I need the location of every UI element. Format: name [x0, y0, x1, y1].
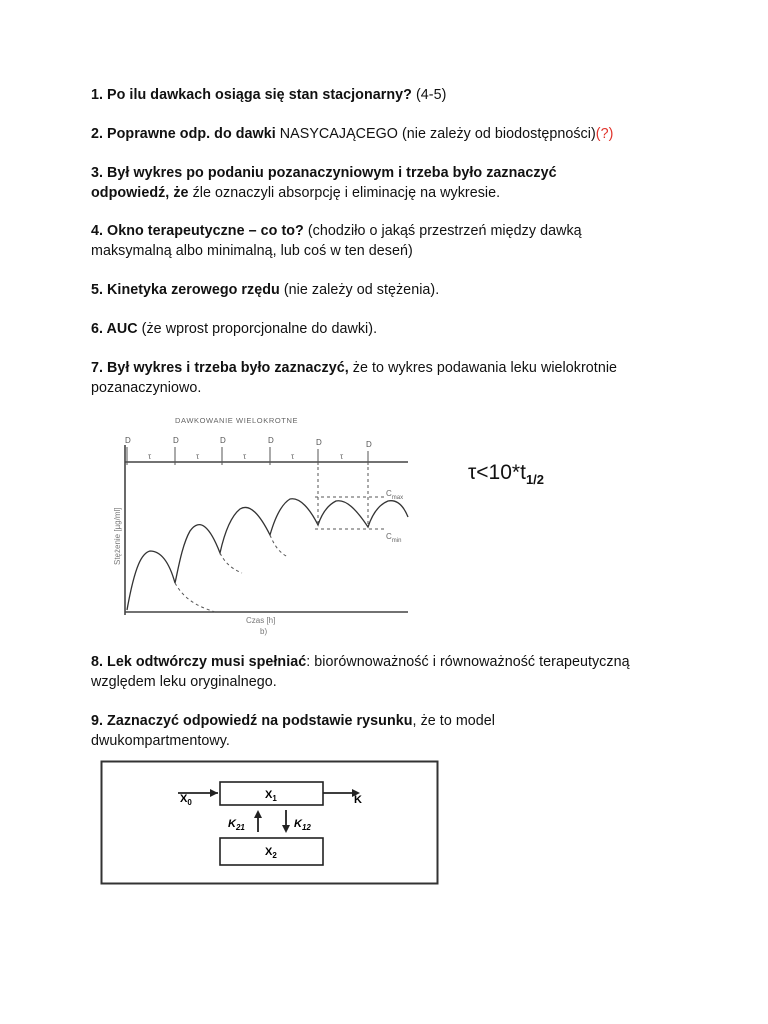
tau-label: τ — [291, 452, 295, 461]
question-6 — [91, 320, 691, 340]
formula-subscript: 1/2 — [525, 472, 545, 488]
cmin-label: $C_{min}$ — [386, 532, 402, 544]
question-3 — [91, 164, 631, 203]
question-4-bold: 4. Okno terapeutyczne – co to? — [91, 223, 304, 239]
question-7-bold: 7. Był wykres i trzeba było zaznaczyć, — [91, 360, 349, 376]
question-9-text: , że to model dwukompartmentowy. — [91, 713, 496, 749]
x-axis-label: Czas [h] — [246, 616, 276, 625]
question-7 — [91, 359, 671, 398]
tau-label: τ — [148, 452, 152, 461]
tau-formula — [468, 461, 544, 487]
tau-label: τ — [243, 452, 247, 461]
formula-main: τ<10*t — [468, 461, 526, 484]
x0-label: $X_0$ — [180, 793, 192, 807]
question-2-uncertain-mark: (?) — [595, 126, 614, 142]
dose-label: D — [268, 436, 274, 445]
question-5-text: (nie zależy od stężenia). — [279, 282, 440, 298]
k21-label: $K_{21}$ — [228, 818, 245, 832]
question-9 — [91, 712, 591, 751]
question-2 — [91, 125, 691, 145]
question-5-bold: 5. Kinetyka zerowego rzędu — [91, 282, 280, 298]
y-axis-label: Stężenie [µg/ml] — [113, 507, 122, 565]
question-7-text: że to wykres podawania leku wielokrotnie pozanaczyniowo. — [91, 360, 618, 396]
dose-label: D — [220, 436, 226, 445]
concentration-curve — [127, 499, 408, 610]
k12-label: $K_{12}$ — [294, 818, 311, 832]
x1-label: $X_1$ — [265, 789, 277, 803]
question-8-bold: 8. Lek odtwórczy musi spełniać — [91, 654, 307, 670]
tau-label: τ — [340, 452, 344, 461]
dose-markers — [125, 436, 372, 449]
question-1-bold: 1. Po ilu dawkach osiąga się stan stacjonarny? — [91, 87, 412, 103]
question-8 — [91, 653, 681, 692]
multiple-dosing-graph — [110, 405, 430, 645]
two-compartment-model — [100, 760, 442, 888]
graph-title: DAWKOWANIE WIELOKROTNE — [175, 416, 299, 425]
question-2-text: NASYCAJĄCEGO (nie zależy od biodostępności) — [275, 126, 596, 142]
cmax-label: $C_{max}$ — [386, 489, 404, 501]
question-1 — [91, 86, 691, 106]
panel-label: b) — [260, 627, 268, 636]
dose-label: D — [366, 440, 372, 449]
tau-label: τ — [196, 452, 200, 461]
question-3-text: źle oznaczyli absorpcję i eliminację na wykresie. — [188, 184, 501, 201]
question-6-bold: 6. AUC — [91, 321, 138, 337]
question-9-bold: 9. Zaznaczyć odpowiedź na podstawie rysunku — [91, 713, 413, 729]
question-4-text: (chodziło o jakąś przestrzeń między dawką maksymalną albo minimalną, lub coś w ten deseń) — [91, 223, 582, 259]
question-1-text: (4-5) — [411, 87, 447, 103]
question-6-text: (że wprost proporcjonalne do dawki). — [137, 321, 378, 337]
question-2-bold: 2. Poprawne odp. do dawki — [91, 126, 276, 142]
question-8-text: : biorównoważność i równoważność terapeutyczną względem leku oryginalnego. — [91, 654, 630, 690]
dose-label: D — [125, 436, 131, 445]
dose-label: D — [316, 438, 322, 447]
x2-label: $X_2$ — [265, 846, 277, 860]
dose-label: D — [173, 436, 179, 445]
question-3-bold: 3. Był wykres po podaniu pozanaczyniowym i trzeba było zaznaczyć odpowiedź, że — [91, 165, 557, 201]
tau-labels — [148, 452, 344, 461]
question-5 — [91, 281, 691, 301]
question-4 — [91, 222, 636, 261]
k-label: K — [354, 794, 362, 806]
